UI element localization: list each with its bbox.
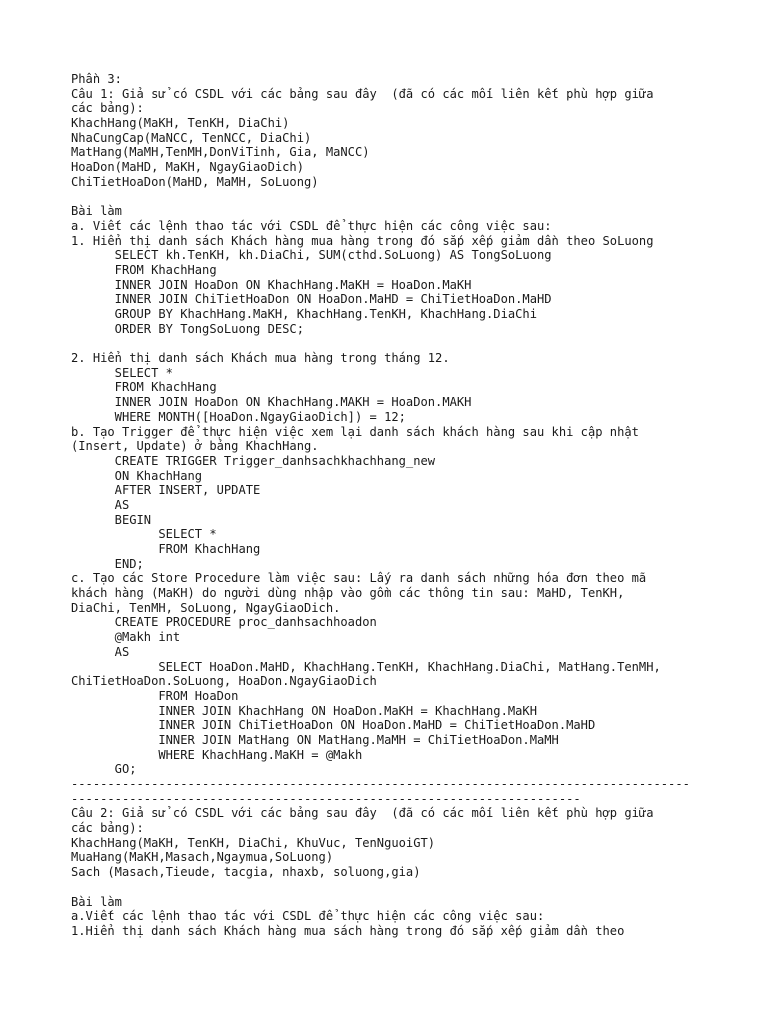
text-line: FROM KhachHang	[71, 262, 217, 277]
text-line: SELECT HoaDon.MaHD, KhachHang.TenKH, KhachHang.DiaChi, MatHang.TenMH,	[71, 659, 661, 674]
text-line: MuaHang(MaKH,Masach,Ngaymua,SoLuong)	[71, 850, 334, 865]
text-line: NhaCungCap(MaNCC, TenNCC, DiaChi)	[71, 130, 312, 145]
text-line: SELECT kh.TenKH, kh.DiaChi, SUM(cthd.SoLuong) AS TongSoLuong	[71, 248, 552, 263]
text-line: GO;	[71, 762, 137, 777]
text-line: GROUP BY KhachHang.MaKH, KhachHang.TenKH, KhachHang.DiaChi	[71, 307, 537, 321]
text-line: CREATE PROCEDURE proc_danhsachhoadon	[71, 615, 377, 630]
text-line: KhachHang(MaKH, TenKH, DiaChi, KhuVuc, TenNguoiGT)	[71, 835, 436, 850]
text-line: ORDER BY TongSoLuong DESC;	[71, 321, 304, 336]
text-line: BEGIN	[71, 512, 152, 527]
text-line: INNER JOIN ChiTietHoaDon ON HoaDon.MaHD = ChiTietHoaDon.MaHD	[71, 292, 552, 307]
text-line: ON KhachHang	[71, 468, 203, 483]
text-line: CREATE TRIGGER Trigger_danhsachkhachhang_new	[71, 453, 436, 468]
text-line: Bài làm	[71, 894, 122, 909]
text-line: a. Viết các lệnh thao tác với CSDL để thực hiện các công việc sau:	[71, 218, 552, 233]
text-line: WHERE MONTH([HoaDon.NgayGiaoDich]) = 12;	[71, 409, 406, 424]
text-line: HoaDon(MaHD, MaKH, NgayGiaoDich)	[71, 160, 304, 175]
text-line: FROM KhachHang	[71, 542, 261, 556]
text-line: ChiTietHoaDon.SoLuong, HoaDon.NgayGiaoDich	[71, 674, 377, 689]
text-line: AFTER INSERT, UPDATE	[71, 483, 261, 498]
text-line: MatHang(MaMH,TenMH,DonViTinh, Gia, MaNCC)	[71, 145, 370, 160]
text-line: @Makh int	[71, 630, 181, 645]
text-line: SELECT *	[71, 365, 173, 380]
text-line: END;	[71, 556, 144, 571]
text-line: 2. Hiển thị danh sách Khách mua hàng trong tháng 12.	[71, 351, 450, 366]
text-line: Câu 1: Giả sử có CSDL với các bảng sau đây (đã có các mối liên kết phù hợp giữa	[71, 86, 654, 101]
text-line: FROM HoaDon	[71, 688, 239, 703]
text-line: ----------------------------------------------------------------------	[71, 791, 581, 806]
document-text	[71, 72, 731, 939]
text-line: -------------------------------------------------------------------------------------	[71, 777, 690, 791]
text-line: AS	[71, 497, 130, 512]
text-line: INNER JOIN MatHang ON MatHang.MaMH = ChiTietHoaDon.MaMH	[71, 732, 559, 747]
text-line: FROM KhachHang	[71, 380, 217, 395]
text-line: khách hàng (MaKH) do người dùng nhập vào gồm các thông tin sau: MaHD, TenKH,	[71, 586, 625, 601]
text-line: Bài làm	[71, 204, 122, 219]
text-line: AS	[71, 644, 130, 659]
text-line: c. Tạo các Store Procedure làm việc sau: Lấy ra danh sách những hóa đơn theo mã	[71, 571, 647, 586]
text-line: WHERE KhachHang.MaKH = @Makh	[71, 747, 363, 762]
text-line: INNER JOIN HoaDon ON KhachHang.MAKH = HoaDon.MAKH	[71, 395, 472, 410]
text-line: Sach (Masach,Tieude, tacgia, nhaxb, soluong,gia)	[71, 865, 421, 880]
text-line: các bảng):	[71, 821, 144, 836]
text-line: (Insert, Update) ở bảng KhachHang.	[71, 439, 319, 454]
text-line	[71, 190, 731, 205]
text-line: INNER JOIN ChiTietHoaDon ON HoaDon.MaHD = ChiTietHoaDon.MaHD	[71, 718, 596, 733]
text-line: INNER JOIN KhachHang ON HoaDon.MaKH = KhachHang.MaKH	[71, 703, 537, 718]
text-line: ChiTietHoaDon(MaHD, MaMH, SoLuong)	[71, 174, 319, 189]
text-line: a.Viết các lệnh thao tác với CSDL để thực hiện các công việc sau:	[71, 909, 545, 924]
text-line	[71, 880, 731, 895]
text-line: INNER JOIN HoaDon ON KhachHang.MaKH = HoaDon.MaKH	[71, 277, 472, 292]
text-line: các bảng):	[71, 101, 144, 116]
text-line: 1. Hiển thị danh sách Khách hàng mua hàng trong đó sắp xếp giảm dần theo SoLuong	[71, 233, 654, 248]
text-line: DiaChi, TenMH, SoLuong, NgayGiaoDich.	[71, 600, 341, 615]
text-line: KhachHang(MaKH, TenKH, DiaChi)	[71, 116, 290, 131]
text-line: SELECT *	[71, 527, 217, 542]
text-line	[71, 336, 731, 351]
text-line: Câu 2: Giả sử có CSDL với các bảng sau đây (đã có các mối liên kết phù hợp giữa	[71, 806, 654, 821]
text-line: 1.Hiển thị danh sách Khách hàng mua sách hàng trong đó sắp xếp giảm dần theo	[71, 923, 625, 938]
text-line: b. Tạo Trigger để thực hiện việc xem lại danh sách khách hàng sau khi cập nhật	[71, 424, 639, 439]
text-line: Phần 3:	[71, 72, 122, 86]
